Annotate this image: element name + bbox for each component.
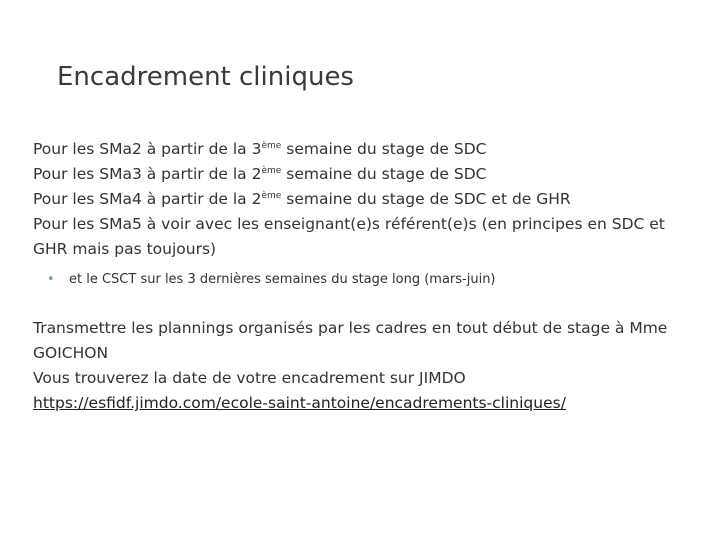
line-sma3-rest: semaine du stage de SDC bbox=[281, 165, 487, 183]
line-sma4 bbox=[33, 187, 693, 212]
bullet-marker: • bbox=[47, 272, 55, 287]
line-sma2-rest: semaine du stage de SDC bbox=[281, 140, 487, 158]
bullet-item bbox=[33, 270, 693, 290]
line-sma2-sup: ème bbox=[261, 141, 282, 151]
line-sma4-text: Pour les SMa4 à partir de la 2 bbox=[33, 190, 262, 208]
jimdo-link[interactable]: https://esfidf.jimdo.com/ecole-saint-antoine/encadrements-cliniques/ bbox=[33, 394, 566, 412]
transmit-text: Transmettre les plannings organisés par les cadres en tout début de stage à Mme GOICHON bbox=[33, 319, 668, 362]
bullet-text: et le CSCT sur les 3 dernières semaines du stage long (mars-juin) bbox=[69, 272, 496, 287]
line-sma5: Pour les SMa5 à voir avec les enseignant(e)s référent(e)s (en principes en SDC et GHR mais pas toujours) bbox=[33, 215, 665, 258]
slide-body bbox=[33, 137, 693, 416]
line-sma2 bbox=[33, 137, 693, 162]
jimdo-text: Vous trouverez la date de votre encadrement sur JIMDO bbox=[33, 369, 466, 387]
line-sma3 bbox=[33, 162, 693, 187]
line-sma4-rest: semaine du stage de SDC et de GHR bbox=[281, 190, 571, 208]
line-sma4-sup: ème bbox=[261, 191, 282, 201]
line-sma2-text: Pour les SMa2 à partir de la 3 bbox=[33, 140, 262, 158]
line-sma3-text: Pour les SMa3 à partir de la 2 bbox=[33, 165, 262, 183]
slide-title: Encadrement cliniques bbox=[57, 62, 354, 92]
line-sma3-sup: ème bbox=[261, 166, 282, 176]
